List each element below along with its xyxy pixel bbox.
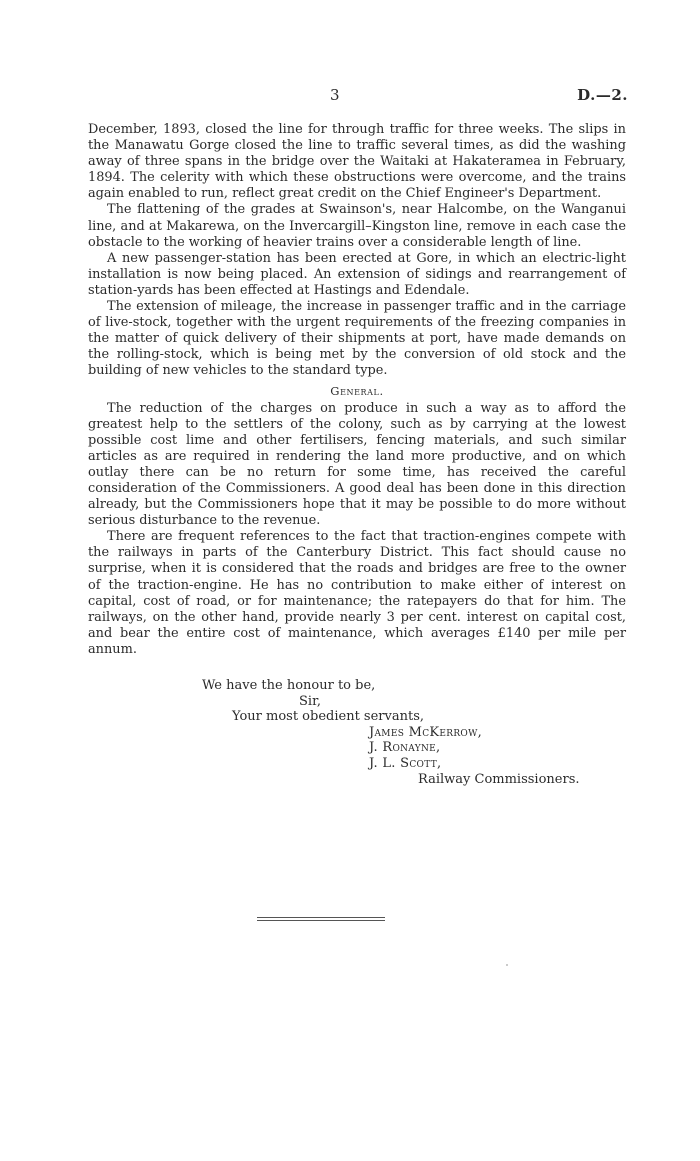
signatory: J. Ronayne, — [369, 740, 441, 756]
paragraph-gore-station: A new passenger-station has been erected at Gore, in which an electric-light installation is now being placed. An extension of sidings and rearrangement of station-yards has been effected at Hastings and Edendale. — [88, 250, 626, 298]
closing-sir: Sir, — [299, 693, 321, 709]
paragraph-rolling-stock: The extension of mileage, the increase in passenger traffic and in the carriage of live-stock, together with the urgent requirements of the freezing companies in the matter of quick delivery of their shipments at port, have made demands on the rolling-stock, which is being met by the conversion of old stock and the building of new vehicles to the standard type. — [88, 299, 626, 379]
closing-block — [88, 678, 626, 787]
paragraph-grades: The flattening of the grades at Swainson's, near Halcombe, on the Wanganui line, and at Makarewa, on the Invercargill–Kingston line, remove in each case the obstacle to the working of heavier trains over a considerable length of line. — [88, 202, 626, 250]
scan-speck — [506, 964, 508, 966]
closing-servants: Your most obedient servants, — [232, 709, 424, 725]
page-number: 3 — [330, 86, 340, 104]
page-header — [88, 86, 628, 110]
body-text — [88, 122, 626, 658]
paragraph-continued: December, 1893, closed the line for through traffic for three weeks. The slips in the Manawatu Gorge closed the line to traffic several times, as did the washing away of three spans in the bridge over the Waitaki at Hakateramea in February, 1894. The celerity with which these obstructions were overcome, and the trains again enabled to run, reflect great credit on the Chief Engineer's Department. — [88, 122, 626, 202]
paragraph-produce-charges: The reduction of the charges on produce in such a way as to afford the greatest help to the settlers of the colony, such as by carrying at the lowest possible cost lime and other fertilisers, fencing materials, and such similar articles as are required in rendering the land more productive, and on which outlay there can be no return for some time, has received the careful consideration of the Commissioners. A good deal has been done in this direction already, but the Commissioners hope that it may be possible to do more without serious disturbance to the revenue. — [88, 400, 626, 529]
paragraph-traction-engines: There are frequent references to the fact that traction-engines compete with the railways in parts of the Canterbury District. This fact should cause no surprise, when it is considered that the roads and bridges are free to the owner of the traction-engine. He has no contribution to make either of interest on capital, cost of road, or for maintenance; the ratepayers do that for him. The railways, on the other hand, provide nearly 3 per cent. interest on capital cost, and bear the entire cost of maintenance, which averages £140 per mile per annum. — [88, 529, 626, 657]
signatory: J. L. Scott, — [369, 755, 442, 771]
section-heading-general: General. — [330, 383, 384, 398]
document-code: D.—2. — [577, 86, 628, 104]
end-rule — [257, 917, 385, 923]
signatory: James McKerrow, — [369, 724, 483, 740]
closing-salutation: We have the honour to be, — [202, 678, 376, 693]
signatory-title: Railway Commissioners. — [418, 771, 580, 787]
